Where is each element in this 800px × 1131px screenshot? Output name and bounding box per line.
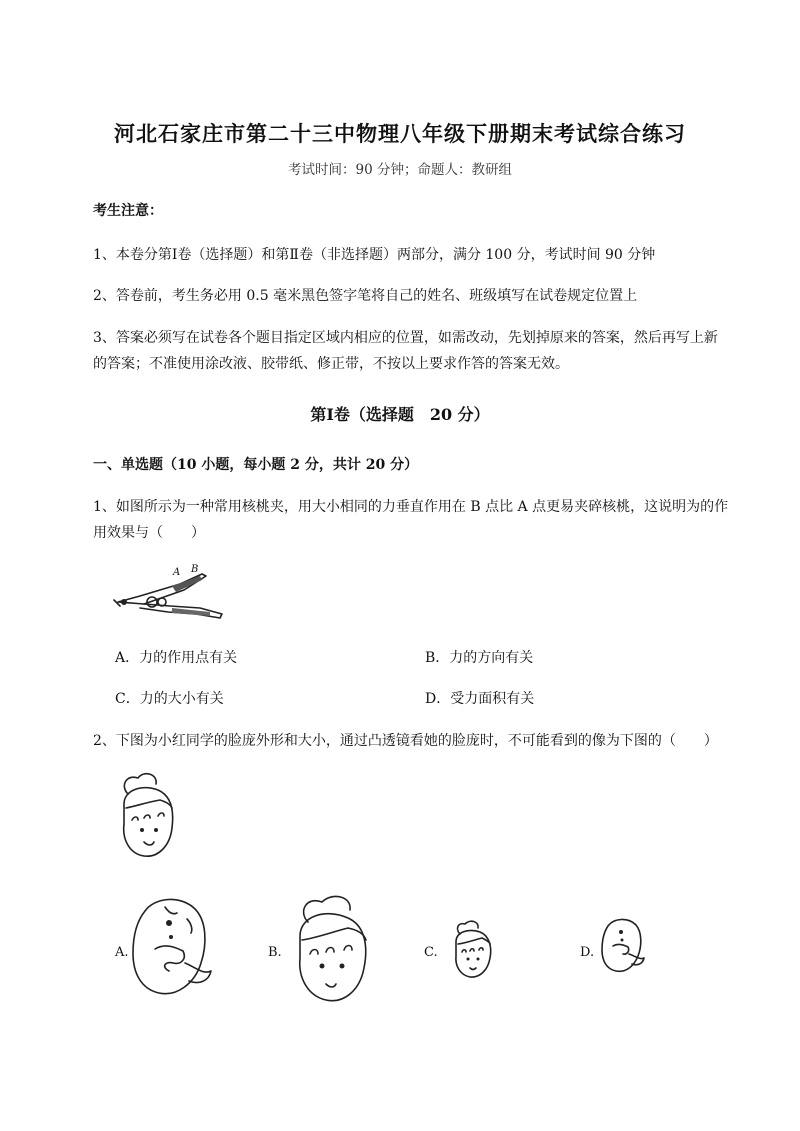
q2-label-b[interactable]: B. [268,945,282,960]
q2-stem: 2、下图为小红同学的脸庞外形和大小，通过凸透镜看她的脸庞时，不可能看到的像为下图的（ ） [93,733,718,749]
q2-option-b-figure[interactable] [292,892,372,1007]
notice-item-2: 2、答卷前，考生务必用 0.5 毫米黑色签字笔将自己的姓名、班级填写在试卷规定位置上 [93,288,638,304]
q1-option-d[interactable]: D．受力面积有关 [425,691,535,707]
q2-option-a-figure[interactable] [125,893,215,1003]
exam-subtitle: 考试时间：90 分钟；命题人：教研组 [288,162,512,178]
q1-fig-label-b: B [191,564,199,575]
part-heading: 一、单选题（10 小题，每小题 2 分，共计 20 分） [93,457,419,473]
notice-item-3: 3、答案必须写在试卷各个题目指定区域内相应的位置，如需改动，先划掉原来的答案，然后再写上新 [93,330,718,346]
section-title: 第Ⅰ卷（选择题 20 分） [310,405,490,424]
notice-item-1: 1、本卷分第Ⅰ卷（选择题）和第Ⅱ卷（非选择题）两部分，满分 100 分，考试时间 90 分钟 [93,247,656,263]
q1-fig-label-a: A [173,567,181,578]
exam-title: 河北石家庄市第二十三中物理八年级下册期末考试综合练习 [114,121,686,146]
original-face-figure [118,772,178,862]
q1-stem-line1: 1、如图所示为一种常用核桃夹，用大小相同的力垂直作用在 B 点比 A 点更易夹碎核桃，这说明为的作 [93,499,729,515]
q1-option-c[interactable]: C．力的大小有关 [115,691,224,707]
nutcracker-figure [110,562,230,622]
notice-item-3-cont: 的答案；不准使用涂改液、胶带纸、修正带，不按以上要求作答的答案无效。 [93,356,569,372]
q1-option-b[interactable]: B．力的方向有关 [425,650,534,666]
q2-option-d-figure[interactable] [598,916,648,976]
q1-option-a[interactable]: A．力的作用点有关 [115,650,238,666]
q2-label-a[interactable]: A. [115,945,129,960]
q2-label-d[interactable]: D. [580,945,595,960]
q1-stem-line2: 用效果与（ ） [93,525,205,541]
q2-option-c-figure[interactable] [452,920,498,982]
q2-label-c[interactable]: C. [424,945,438,960]
notice-heading: 考生注意： [93,203,163,219]
